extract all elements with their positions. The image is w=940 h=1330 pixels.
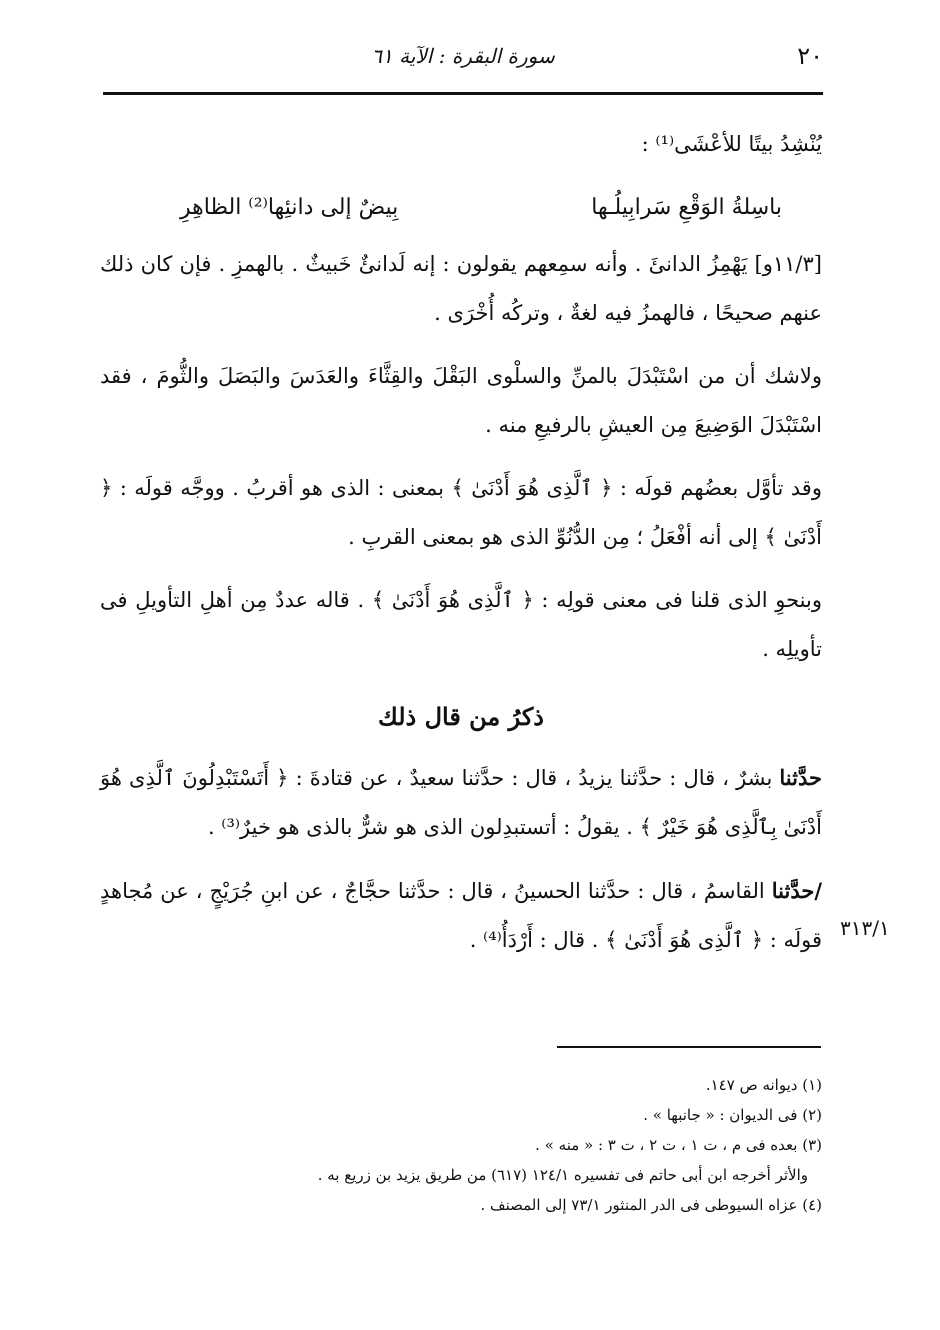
hadith-lead: /حدَّثنا (771, 878, 822, 903)
hadith-lead: حدَّثنا (779, 765, 822, 790)
page-header (103, 38, 823, 78)
paragraph: [١١/٣و] يَهْمِزُ الدانئَ . وأنه سمِعهم يقولون : إنه لَدانئٌ خَبيثٌ . بالهمزِ . فإن كان ذلك عنهم صحيحًا ، فالهمزُ فيه لغةٌ ، وتركُه أُخْرَى . (100, 252, 822, 325)
footnote-rule (557, 1046, 821, 1048)
footnote-continuation: والأثر أخرجه ابن أبى حاتم فى تفسيره ١٢٤/١ (٦١٧) من طريق يزيد بن زريع به . (317, 1166, 808, 1184)
verse-intro: يُنْشِدُ بيتًا للأعْشَى⁽¹⁾ : (641, 132, 822, 156)
hadith-text: القاسمُ ، قال : حدَّثنا الحسينُ ، قال : حدَّثنا حجَّاجٌ ، عن ابنِ جُرَيْجٍ ، عن مُجاهدٍ قولَه : ﴿ ٱلَّذِى هُوَ أَدْنَىٰ ﴾ . قال : أَرْدَأُ⁽⁴⁾ . (100, 879, 822, 952)
poem-line (100, 183, 822, 232)
paragraph: ولاشك أن من اسْتَبْدَلَ بالمنِّ والسلْوى البَقْلَ والقِثَّاءَ والعَدَسَ والبَصَلَ والثُّومَ ، فقد اسْتَبْدَلَ الوَضِيعَ مِن العيشِ بالرفيعِ منه . (100, 364, 822, 437)
footnote: (١) ديوانه ص ١٤٧. (705, 1076, 822, 1094)
footnote: (٣) بعده فى م ، ت ١ ، ت ٢ ، ت ٣ : « منه » . (535, 1136, 822, 1154)
footnote: (٢) فى الديوان : « جانبها » . (643, 1106, 822, 1124)
footnote: (٤) عزاه السيوطى فى الدر المنثور ٧٣/١ إلى المصنف . (480, 1196, 822, 1214)
margin-reference: ٣١٣/١ (840, 916, 890, 940)
footnotes (230, 1070, 822, 1220)
poem-hemistich-second: بِيضٌ إلى دانئِها⁽²⁾ الظاهِرِ (180, 195, 399, 220)
paragraph: وقد تأوَّل بعضُهم قولَه : ﴿ ٱلَّذِى هُوَ أَدْنَىٰ ﴾ بمعنى : الذى هو أقربُ . ووجَّه قولَه : ﴿ أَدْنَىٰ ﴾ إلى أنه أفْعَلُ ؛ مِن الدُّنُوِّ الذى هو بمعنى القربِ . (100, 476, 822, 549)
header-rule (103, 92, 823, 95)
section-heading: ذكرُ من قال ذلك (378, 702, 544, 731)
poem-hemistich-first: باسِلةُ الوَقْعِ سَرابِيلُـها (591, 195, 782, 220)
main-text (100, 120, 822, 979)
page-number: ٢٠ (797, 42, 823, 70)
hadith-paragraph (100, 753, 822, 852)
paragraph: وبنحوِ الذى قلنا فى معنى قولِه : ﴿ ٱلَّذِى هُوَ أَدْنَىٰ ﴾ . قاله عددٌ مِن أهلِ التأويلِ فى تأويلِه . (100, 588, 822, 661)
hadith-paragraph (100, 866, 822, 965)
hadith-text: بشرٌ ، قال : حدَّثنا يزيدُ ، قال : حدَّثنا سعيدٌ ، عن قتادةَ : ﴿ أَتَسْتَبْدِلُونَ ٱلَّذِى هُوَ أَدْنَىٰ بِٱلَّذِى هُوَ خَيْرٌ ﴾ . يقولُ : أتستبدِلون الذى هو شرٌّ بالذى هو خيرٌ⁽³⁾ . (100, 766, 822, 839)
running-title: سورة البقرة : الآية ٦١ (371, 44, 555, 68)
